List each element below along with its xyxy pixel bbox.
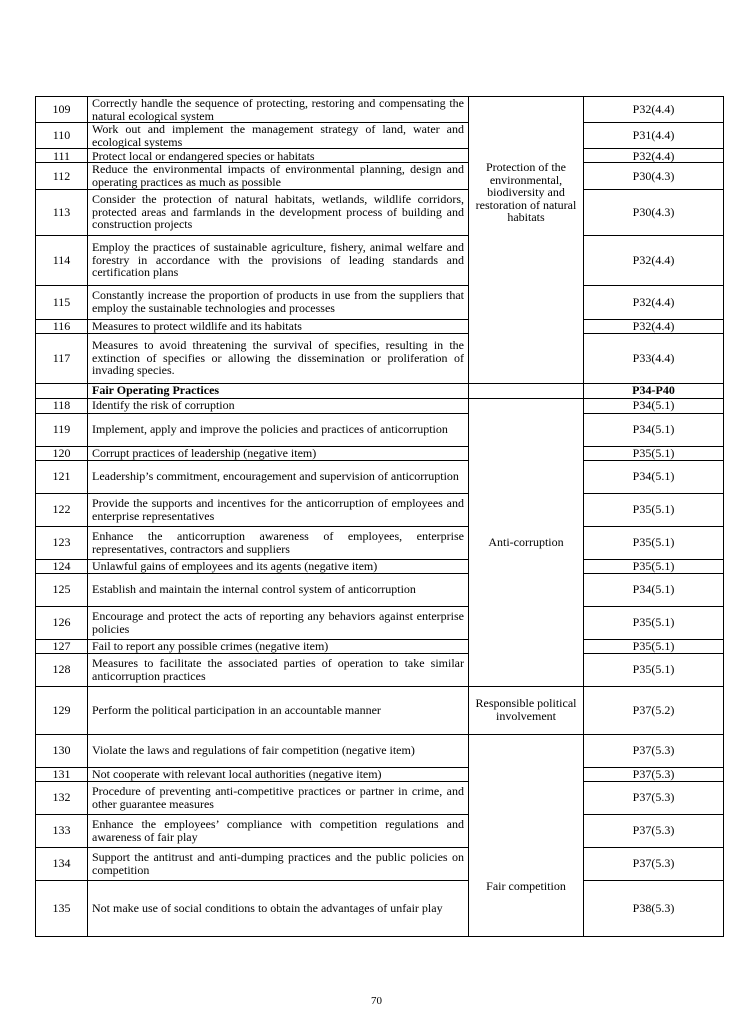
table-body xyxy=(36,97,724,937)
item-number: 135 xyxy=(36,880,88,936)
item-description: Employ the practices of sustainable agriculture, fishery, animal welfare and forestry in accordance with the provisions of leading standards and certification plans xyxy=(88,235,469,285)
table-row xyxy=(36,880,724,936)
page-reference: P32(4.4) xyxy=(584,149,724,163)
item-number: 126 xyxy=(36,606,88,639)
table-row xyxy=(36,398,724,413)
item-description: Provide the supports and incentives for the anticorruption of employees and enterprise representatives xyxy=(88,493,469,526)
item-number: 115 xyxy=(36,285,88,319)
item-description: Protect local or endangered species or habitats xyxy=(88,149,469,163)
item-number: 125 xyxy=(36,573,88,606)
page-reference: P38(5.3) xyxy=(584,880,724,936)
item-number: 130 xyxy=(36,734,88,767)
page-reference: P35(5.1) xyxy=(584,526,724,559)
table-row xyxy=(36,493,724,526)
item-description: Enhance the anticorruption awareness of employees, enterprise representatives, contractors and suppliers xyxy=(88,526,469,559)
page-reference: P31(4.4) xyxy=(584,123,724,149)
page-reference: P33(4.4) xyxy=(584,333,724,383)
item-number xyxy=(36,383,88,398)
table-row xyxy=(36,653,724,686)
item-description: Measures to protect wildlife and its habitats xyxy=(88,319,469,333)
table-row xyxy=(36,446,724,460)
page-reference: P34(5.1) xyxy=(584,573,724,606)
item-number: 127 xyxy=(36,639,88,653)
table-row xyxy=(36,460,724,493)
item-description: Support the antitrust and anti-dumping practices and the public policies on competition xyxy=(88,847,469,880)
page-reference: P34(5.1) xyxy=(584,460,724,493)
page-reference: P37(5.3) xyxy=(584,847,724,880)
item-description: Consider the protection of natural habitats, wetlands, wildlife corridors, protected areas and farmlands in the development process of building and construction projects xyxy=(88,189,469,235)
item-description: Work out and implement the management strategy of land, water and ecological systems xyxy=(88,123,469,149)
item-description: Reduce the environmental impacts of environmental planning, design and operating practices as much as possible xyxy=(88,163,469,189)
page-reference: P37(5.3) xyxy=(584,767,724,781)
item-description: Constantly increase the proportion of products in use from the suppliers that employ the sustainable technologies and processes xyxy=(88,285,469,319)
table-row xyxy=(36,285,724,319)
page-reference: P35(5.1) xyxy=(584,446,724,460)
table-row xyxy=(36,734,724,767)
item-description: Leadership’s commitment, encouragement and supervision of anticorruption xyxy=(88,460,469,493)
page-reference: P32(4.4) xyxy=(584,235,724,285)
item-number: 120 xyxy=(36,446,88,460)
table-row xyxy=(36,686,724,734)
page-reference: P34(5.1) xyxy=(584,398,724,413)
page-reference: P35(5.1) xyxy=(584,493,724,526)
table-row xyxy=(36,189,724,235)
reference-table xyxy=(35,96,724,937)
item-description: Corrupt practices of leadership (negative item) xyxy=(88,446,469,460)
table-row xyxy=(36,559,724,573)
item-number: 118 xyxy=(36,398,88,413)
page-reference: P30(4.3) xyxy=(584,189,724,235)
item-number: 110 xyxy=(36,123,88,149)
table-row xyxy=(36,319,724,333)
item-description: Enhance the employees’ compliance with competition regulations and awareness of fair play xyxy=(88,814,469,847)
category-cell: Protection of the environmental, biodiversity and restoration of natural habitats xyxy=(469,97,584,384)
item-description: Fail to report any possible crimes (negative item) xyxy=(88,639,469,653)
item-description: Unlawful gains of employees and its agents (negative item) xyxy=(88,559,469,573)
section-header-row xyxy=(36,383,724,398)
item-number: 117 xyxy=(36,333,88,383)
page-reference: P32(4.4) xyxy=(584,97,724,123)
item-description: Perform the political participation in an accountable manner xyxy=(88,686,469,734)
item-number: 134 xyxy=(36,847,88,880)
page-reference: P35(5.1) xyxy=(584,606,724,639)
item-description: Correctly handle the sequence of protecting, restoring and compensating the natural ecological system xyxy=(88,97,469,123)
page-reference: P35(5.1) xyxy=(584,639,724,653)
page-reference: P35(5.1) xyxy=(584,653,724,686)
item-number: 129 xyxy=(36,686,88,734)
item-number: 133 xyxy=(36,814,88,847)
item-description: Violate the laws and regulations of fair competition (negative item) xyxy=(88,734,469,767)
section-title: Fair Operating Practices xyxy=(88,383,469,398)
item-description: Not make use of social conditions to obtain the advantages of unfair play xyxy=(88,880,469,936)
item-number: 109 xyxy=(36,97,88,123)
item-number: 123 xyxy=(36,526,88,559)
table-row xyxy=(36,526,724,559)
table-row xyxy=(36,413,724,446)
page-number: 70 xyxy=(371,995,382,1007)
category-cell: Fair competition xyxy=(469,734,584,936)
item-description: Implement, apply and improve the policies and practices of anticorruption xyxy=(88,413,469,446)
item-number: 114 xyxy=(36,235,88,285)
item-description: Not cooperate with relevant local authorities (negative item) xyxy=(88,767,469,781)
item-description: Measures to avoid threatening the survival of specifies, resulting in the extinction of specifies or allowing the dissemination or proliferation of invading species. xyxy=(88,333,469,383)
item-number: 132 xyxy=(36,781,88,814)
table-row xyxy=(36,639,724,653)
page-reference: P37(5.3) xyxy=(584,781,724,814)
page-reference: P37(5.3) xyxy=(584,814,724,847)
page-reference: P32(4.4) xyxy=(584,319,724,333)
item-description: Identify the risk of corruption xyxy=(88,398,469,413)
table-row xyxy=(36,606,724,639)
item-description: Encourage and protect the acts of reporting any behaviors against enterprise policies xyxy=(88,606,469,639)
page-reference: P30(4.3) xyxy=(584,163,724,189)
category-cell xyxy=(469,383,584,398)
table-row xyxy=(36,333,724,383)
item-number: 121 xyxy=(36,460,88,493)
page-reference: P32(4.4) xyxy=(584,285,724,319)
item-number: 119 xyxy=(36,413,88,446)
item-number: 112 xyxy=(36,163,88,189)
page-reference: P37(5.2) xyxy=(584,686,724,734)
table-row xyxy=(36,573,724,606)
table-row xyxy=(36,235,724,285)
item-description: Measures to facilitate the associated parties of operation to take similar anticorruption practices xyxy=(88,653,469,686)
table-row xyxy=(36,163,724,189)
item-number: 131 xyxy=(36,767,88,781)
table-row xyxy=(36,814,724,847)
item-number: 116 xyxy=(36,319,88,333)
item-number: 122 xyxy=(36,493,88,526)
page-reference: P35(5.1) xyxy=(584,559,724,573)
table-row xyxy=(36,149,724,163)
table-row xyxy=(36,123,724,149)
section-page-range: P34-P40 xyxy=(584,383,724,398)
item-description: Procedure of preventing anti-competitive practices or partner in crime, and other guarantee measures xyxy=(88,781,469,814)
item-number: 128 xyxy=(36,653,88,686)
category-cell: Anti-corruption xyxy=(469,398,584,686)
table-row xyxy=(36,847,724,880)
page-reference: P34(5.1) xyxy=(584,413,724,446)
page-reference: P37(5.3) xyxy=(584,734,724,767)
category-cell: Responsible political involvement xyxy=(469,686,584,734)
item-number: 124 xyxy=(36,559,88,573)
table-row xyxy=(36,767,724,781)
item-number: 111 xyxy=(36,149,88,163)
item-description: Establish and maintain the internal control system of anticorruption xyxy=(88,573,469,606)
table-row xyxy=(36,97,724,123)
item-number: 113 xyxy=(36,189,88,235)
table-row xyxy=(36,781,724,814)
